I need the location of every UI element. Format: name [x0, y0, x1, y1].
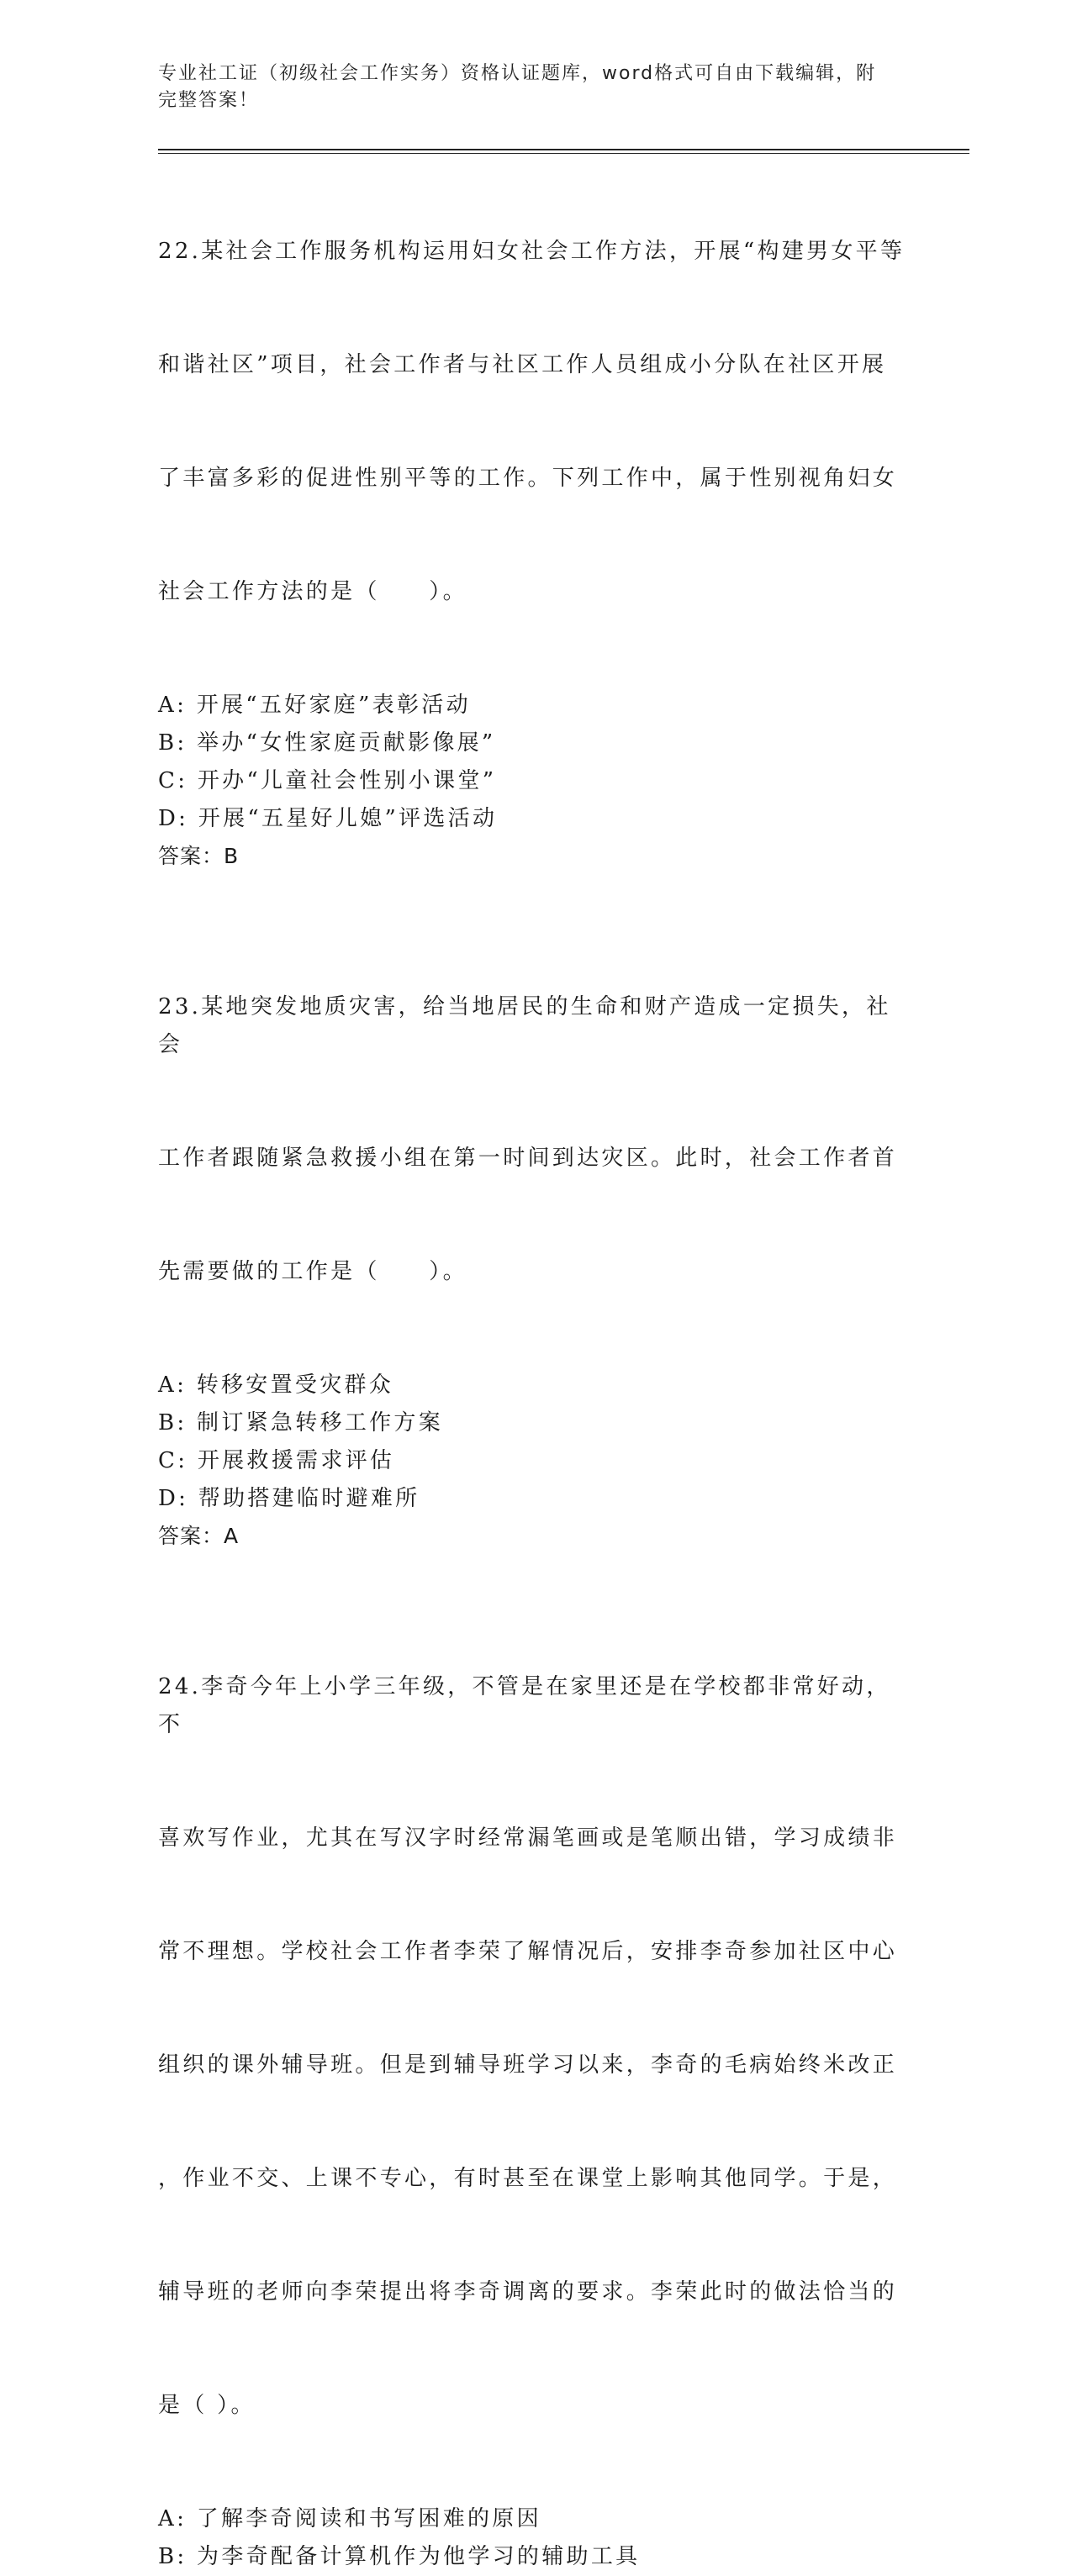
question-23	[158, 913, 915, 1555]
answer-line: 答案：B	[158, 844, 240, 868]
option-c: C: 开办“儿童社会性别小课堂”	[158, 768, 497, 793]
stem-line: 先需要做的工作是（ ）。	[158, 1259, 467, 1284]
document-header	[158, 61, 898, 114]
option-d: D: 帮助搭建临时避难所	[158, 1486, 420, 1511]
option-a: A: 了解李奇阅读和书写困难的原因	[158, 2506, 541, 2531]
question-24	[158, 1593, 915, 2576]
stem-line: ，作业不交、上课不专心，有时甚至在课堂上影响其他同学。于是，	[158, 2166, 898, 2191]
stem-line: 和谐社区”项目，社会工作者与社区工作人员组成小分队在社区开展	[158, 352, 887, 377]
stem-line: 辅导班的老师向李荣提出将李奇调离的要求。李荣此时的做法恰当的	[158, 2279, 898, 2305]
header-line-2: 完整答案！	[158, 90, 260, 111]
stem-line: 工作者跟随紧急救援小组在第一时间到达灾区。此时，社会工作者首	[158, 1146, 898, 1171]
option-c: C: 开展救援需求评估	[158, 1448, 395, 1473]
question-spacer	[158, 1555, 915, 1593]
header-rule-thick	[158, 149, 969, 150]
question-stem	[158, 1593, 915, 2500]
stem-line: 23.某地突发地质灾害，给当地居民的生命和财产造成一定损失，社会	[158, 994, 891, 1057]
option-b: B: 举办“女性家庭贡献影像展”	[158, 730, 496, 756]
stem-line: 22.某社会工作服务机构运用妇女社会工作方法，开展“构建男女平等	[158, 239, 906, 264]
option-b: B: 制订紧急转移工作方案	[158, 1410, 444, 1436]
question-22	[158, 157, 915, 875]
stem-line: 常不理想。学校社会工作者李荣了解情况后，安排李奇参加社区中心	[158, 1939, 898, 1964]
header-rule-thin	[158, 153, 969, 154]
question-stem	[158, 157, 915, 687]
question-stem	[158, 913, 915, 1367]
option-b: B: 为李奇配备计算机作为他学习的辅助工具	[158, 2544, 641, 2569]
stem-line: 组织的课外辅导班。但是到辅导班学习以来，李奇的毛病始终米改正	[158, 2052, 898, 2078]
stem-line: 24.李奇今年上小学三年级，不管是在家里还是在学校都非常好动，不	[158, 1674, 891, 1737]
question-spacer	[158, 875, 915, 913]
option-d: D: 开展“五星好儿媳”评选活动	[158, 806, 498, 831]
stem-line: 是（ ）。	[158, 2393, 256, 2418]
stem-line: 社会工作方法的是（ ）。	[158, 579, 467, 604]
question-list	[158, 157, 915, 2576]
option-a: A: 开展“五好家庭”表彰活动	[158, 693, 471, 718]
stem-line: 喜欢写作业，尤其在写汉字时经常漏笔画或是笔顺出错，学习成绩非	[158, 1825, 898, 1851]
stem-line: 了丰富多彩的促进性别平等的工作。下列工作中，属于性别视角妇女	[158, 466, 898, 491]
answer-line: 答案：A	[158, 1524, 240, 1548]
header-line-1: 专业社工证（初级社会工作实务）资格认证题库，word格式可自由下载编辑，附	[158, 63, 877, 84]
option-a: A: 转移安置受灾群众	[158, 1372, 394, 1398]
